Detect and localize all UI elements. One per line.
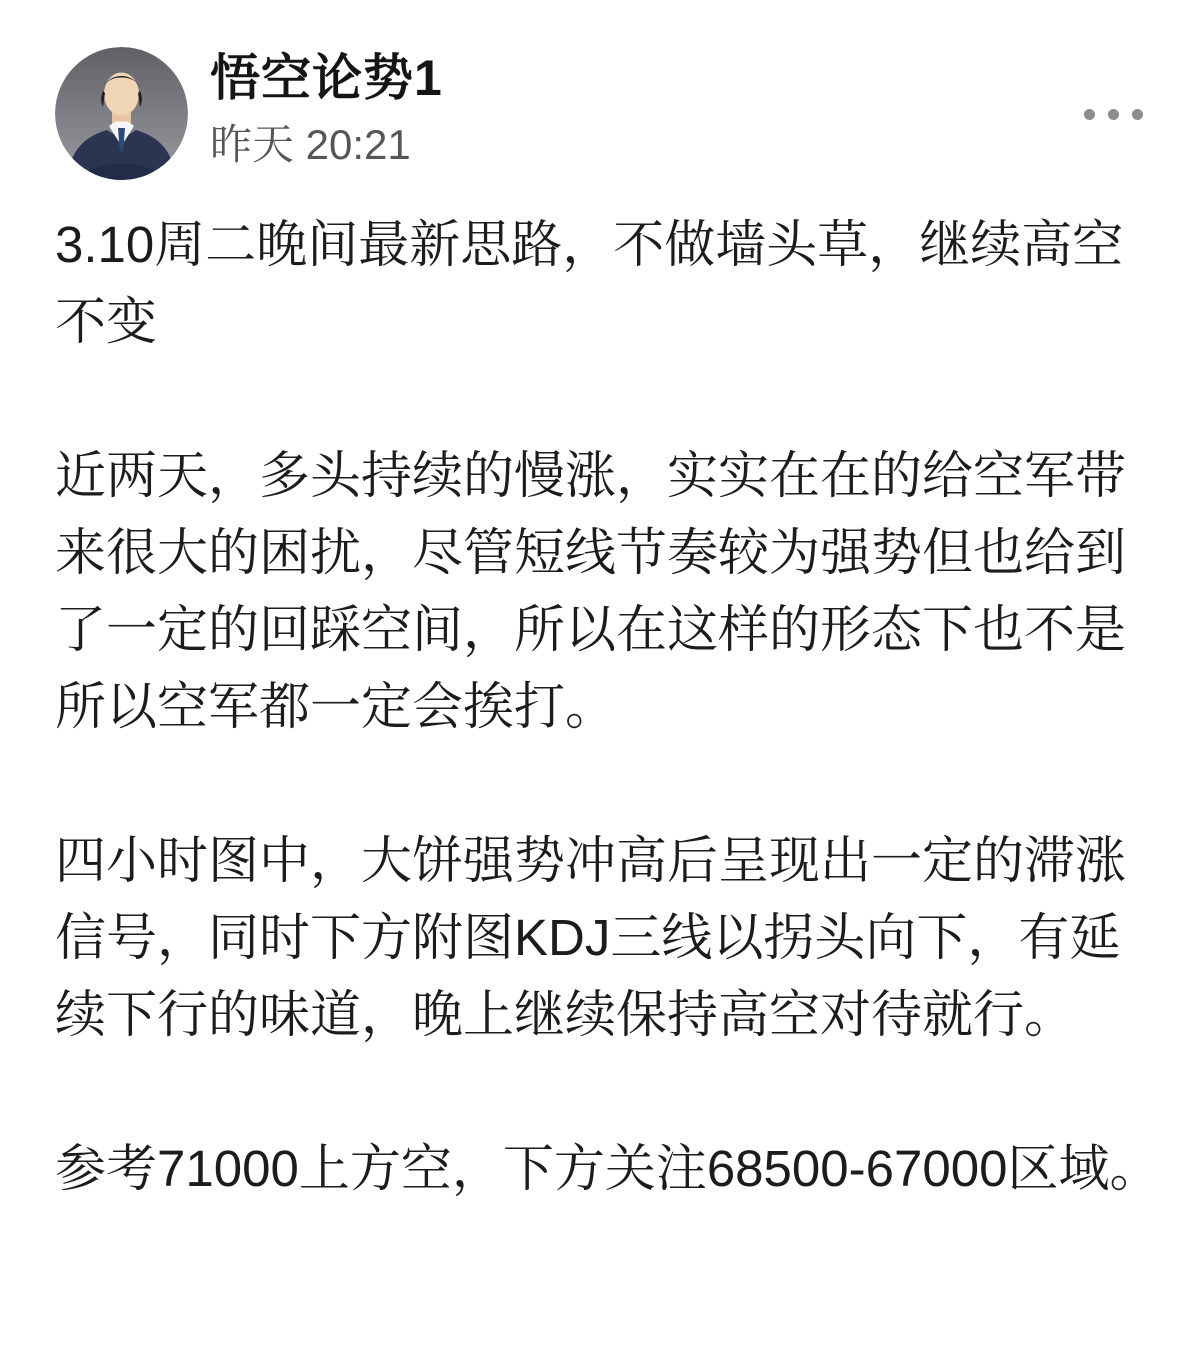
- post-paragraph: [55, 206, 1143, 360]
- more-options-button[interactable]: [1082, 103, 1145, 126]
- post-line: 不变: [55, 293, 158, 350]
- header-info: [210, 47, 443, 169]
- post-body: [0, 206, 1198, 1207]
- post-paragraph: [55, 437, 1143, 745]
- post-paragraph: [55, 1130, 1161, 1207]
- avatar[interactable]: [55, 47, 188, 180]
- timestamp: 昨天 20:21: [210, 121, 411, 168]
- post-line: 来很大的困扰，尽管短线节奏较为强势但也给到: [55, 524, 1127, 581]
- post-paragraph: [55, 822, 1143, 1053]
- post-line: 近两天，多头持续的慢涨，实实在在的给空军带: [55, 447, 1127, 504]
- post-line: 参考71000上方空，下方关注68500-67000区域。: [55, 1140, 1161, 1197]
- kebab-dot-icon: [1132, 109, 1143, 120]
- post-header: [0, 0, 1198, 180]
- username[interactable]: 悟空论势1: [210, 50, 443, 106]
- post-line: 续下行的味道，晚上继续保持高空对待就行。: [55, 986, 1076, 1043]
- kebab-dot-icon: [1108, 109, 1119, 120]
- post-line: 3.10周二晚间最新思路，不做墙头草，继续高空: [55, 216, 1124, 273]
- post-line: 信号，同时下方附图KDJ三线以拐头向下，有延: [55, 909, 1121, 966]
- post-line: 四小时图中，大饼强势冲高后呈现出一定的滞涨: [55, 832, 1127, 889]
- avatar-image: [55, 47, 188, 180]
- post-line: 了一定的回踩空间，所以在这样的形态下也不是: [55, 601, 1127, 658]
- kebab-dot-icon: [1084, 109, 1095, 120]
- post-line: 所以空军都一定会挨打。: [55, 678, 617, 735]
